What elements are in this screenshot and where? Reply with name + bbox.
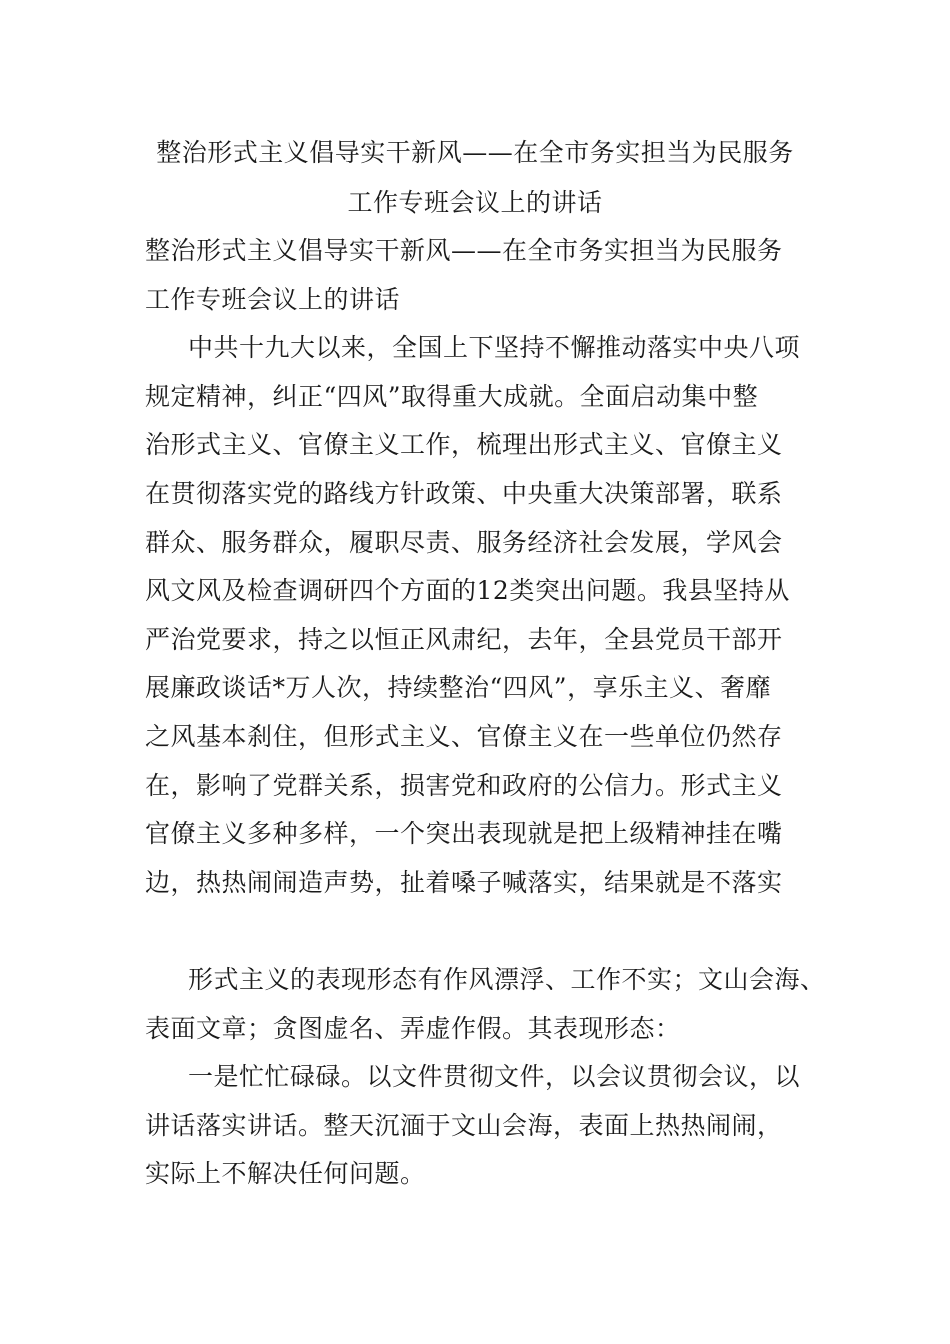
document-body (145, 227, 826, 1199)
title-line-2: 工作专班会议上的讲话 (347, 188, 603, 217)
paragraph-1-line-9: 之风基本刹住，但形式主义、官僚主义在一些单位仍然存 (145, 721, 783, 751)
paragraph-1-line-7: 严治党要求，持之以恒正风肃纪，去年，全县党员干部开 (145, 624, 783, 654)
paragraph-1-line-2: 规定精神，纠正“四风”取得重大成就。全面启动集中整 (145, 381, 759, 411)
paragraph-1-line-6: 风文风及检查调研四个方面的12类突出问题。我县坚持从 (145, 576, 790, 606)
paragraph-2-line-1: 形式主义的表现形态有作风漂浮、工作不实；文山会海、 (188, 964, 826, 994)
paragraph-3-line-1: 一是忙忙碌碌。以文件贯彻文件，以会议贯彻会议，以 (188, 1062, 801, 1092)
document-title (100, 128, 850, 228)
paragraph-1-line-1: 中共十九大以来，全国上下坚持不懈推动落实中央八项 (188, 333, 801, 363)
title-line-1: 整治形式主义倡导实干新风——在全市务实担当为民服务 (156, 138, 794, 167)
paragraph-2-line-2: 表面文章；贪图虚名、弄虚作假。其表现形态： (145, 1013, 681, 1043)
paragraph-3-line-2: 讲话落实讲话。整天沉湎于文山会海，表面上热热闹闹， (145, 1110, 783, 1140)
heading-repeat-line-2: 工作专班会议上的讲话 (145, 284, 401, 314)
paragraph-gap (145, 907, 810, 956)
heading-repeat-line-1: 整治形式主义倡导实干新风——在全市务实担当为民服务 (145, 236, 783, 265)
paragraph-1-line-8: 展廉政谈话*万人次，持续整治“四风”，享乐主义、奢靡 (145, 673, 772, 703)
paragraph-3-line-3: 实际上不解决任何问题。 (145, 1159, 426, 1189)
paragraph-1-line-4: 在贯彻落实党的路线方针政策、中央重大决策部署，联系 (145, 478, 783, 508)
paragraph-1-line-3: 治形式主义、官僚主义工作，梳理出形式主义、官僚主义 (145, 430, 783, 460)
paragraph-1-line-12: 边，热热闹闹造声势，扯着嗓子喊落实，结果就是不落实 (145, 867, 783, 897)
paragraph-1-line-11: 官僚主义多种多样，一个突出表现就是把上级精神挂在嘴 (145, 819, 783, 849)
paragraph-1-line-10: 在，影响了党群关系，损害党和政府的公信力。形式主义 (145, 770, 783, 800)
paragraph-1-line-5: 群众、服务群众，履职尽责、服务经济社会发展，学风会 (145, 527, 783, 557)
